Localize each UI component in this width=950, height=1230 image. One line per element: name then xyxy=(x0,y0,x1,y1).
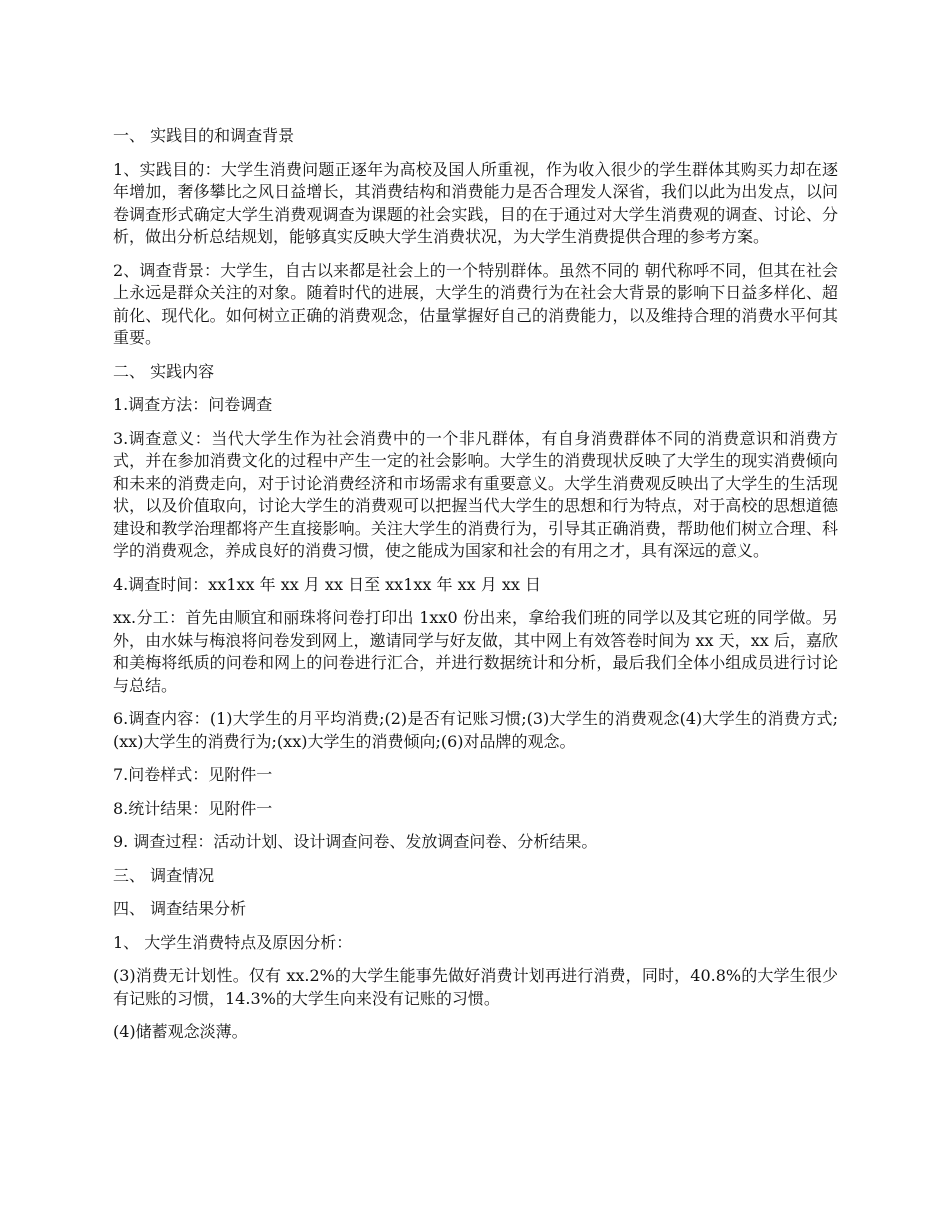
section-heading-practice-content: 二、 实践内容 xyxy=(113,361,215,381)
paragraph-consumption-features: 1、 大学生消费特点及原因分析： xyxy=(113,932,353,952)
paragraph-survey-method: 1.调查方法：问卷调查 xyxy=(113,395,273,414)
paragraph-weak-savings: (4)储蓄观念淡薄。 xyxy=(113,1022,248,1041)
paragraph-division-of-work: xx.分工：首先由顺宜和丽珠将问卷打印出 1xx0 份出来，拿给我们班的同学以及其它班的同学做。另外，由水妹与梅浪将问卷发到网上，邀请同学与好友做，其中网上有效答卷时间为 xx 天，xx 后，嘉欣和美梅将纸质的问卷和网上的问卷进行汇合，并进行数据统计和分析，最后我们全体小组成员进行讨论与总结。 xyxy=(113,608,838,695)
paragraph-practice-purpose: 1、实践目的：大学生消费问题正逐年为高校及国人所重视，作为收入很少的学生群体其购买力却在逐年增加，奢侈攀比之风日益增长，其消费结构和消费能力是否合理发人深省，我们以此为出发点，以问卷调查形式确定大学生消费观调查为课题的社会实践，目的在于通过对大学生消费观的调查、讨论、分析，做出分析总结规划，能够真实反映大学生消费状况，为大学生消费提供合理的参考方案。 xyxy=(113,159,838,246)
section-heading-result-analysis: 四、 调查结果分析 xyxy=(113,899,247,918)
paragraph-survey-significance: 3.调查意义：当代大学生作为社会消费中的一个非凡群体，有自身消费群体不同的消费意识和消费方式，并在参加消费文化的过程中产生一定的社会影响。大学生的消费现状反映了大学生的现实消费倾向和未来的消费走向，对于讨论消费经济和市场需求有重要意义。大学生消费观反映出了大学生的生活现状，以及价值取向，讨论大学生的消费观可以把握当代大学生的思想和行为特点，对于高校的思想道德建设和教学治理都将产生直接影响。关注大学生的消费行为，引导其正确消费，帮助他们树立合理、科学的消费观念，养成良好的消费习惯，使之能成为国家和社会的有用之才，具有深远的意义。 xyxy=(113,428,838,560)
paragraph-questionnaire-sample: 7.问卷样式：见附件一 xyxy=(113,765,273,784)
paragraph-unplanned-consumption: (3)消费无计划性。仅有 xx.2%的大学生能事先做好消费计划再进行消费，同时，40.8%的大学生很少有记账的习惯，14.3%的大学生向来没有记账的习惯。 xyxy=(113,966,838,1008)
section-heading-purpose-background: 一、 实践目的和调查背景 xyxy=(113,126,295,145)
paragraph-survey-content: 6.调查内容：(1)大学生的月平均消费;(2)是否有记账习惯;(3)大学生的消费观念(4)大学生的消费方式;(xx)大学生的消费行为;(xx)大学生的消费倾向;(6)对品牌的观念。 xyxy=(113,709,838,751)
paragraph-survey-time: 4.调查时间：xx1xx 年 xx 月 xx 日至 xx1xx 年 xx 月 xx 日 xyxy=(113,574,541,594)
paragraph-survey-background: 2、调查背景：大学生，自古以来都是社会上的一个特别群体。虽然不同的 朝代称呼不同，但其在社会上永远是群众关注的对象。随着时代的进展，大学生的消费行为在社会大背景的影响下日益多样化、超前化、现代化。如何树立正确的消费观念，估量掌握好自己的消费能力，以及维持合理的消费水平何其重要。 xyxy=(113,260,838,347)
paragraph-statistics-result: 8.统计结果：见附件一 xyxy=(113,798,273,818)
section-heading-survey-status: 三、 调查情况 xyxy=(113,865,215,885)
document-body xyxy=(113,125,838,1055)
paragraph-survey-process: 9. 调查过程：活动计划、设计调查问卷、发放调查问卷、分析结果。 xyxy=(113,832,598,851)
